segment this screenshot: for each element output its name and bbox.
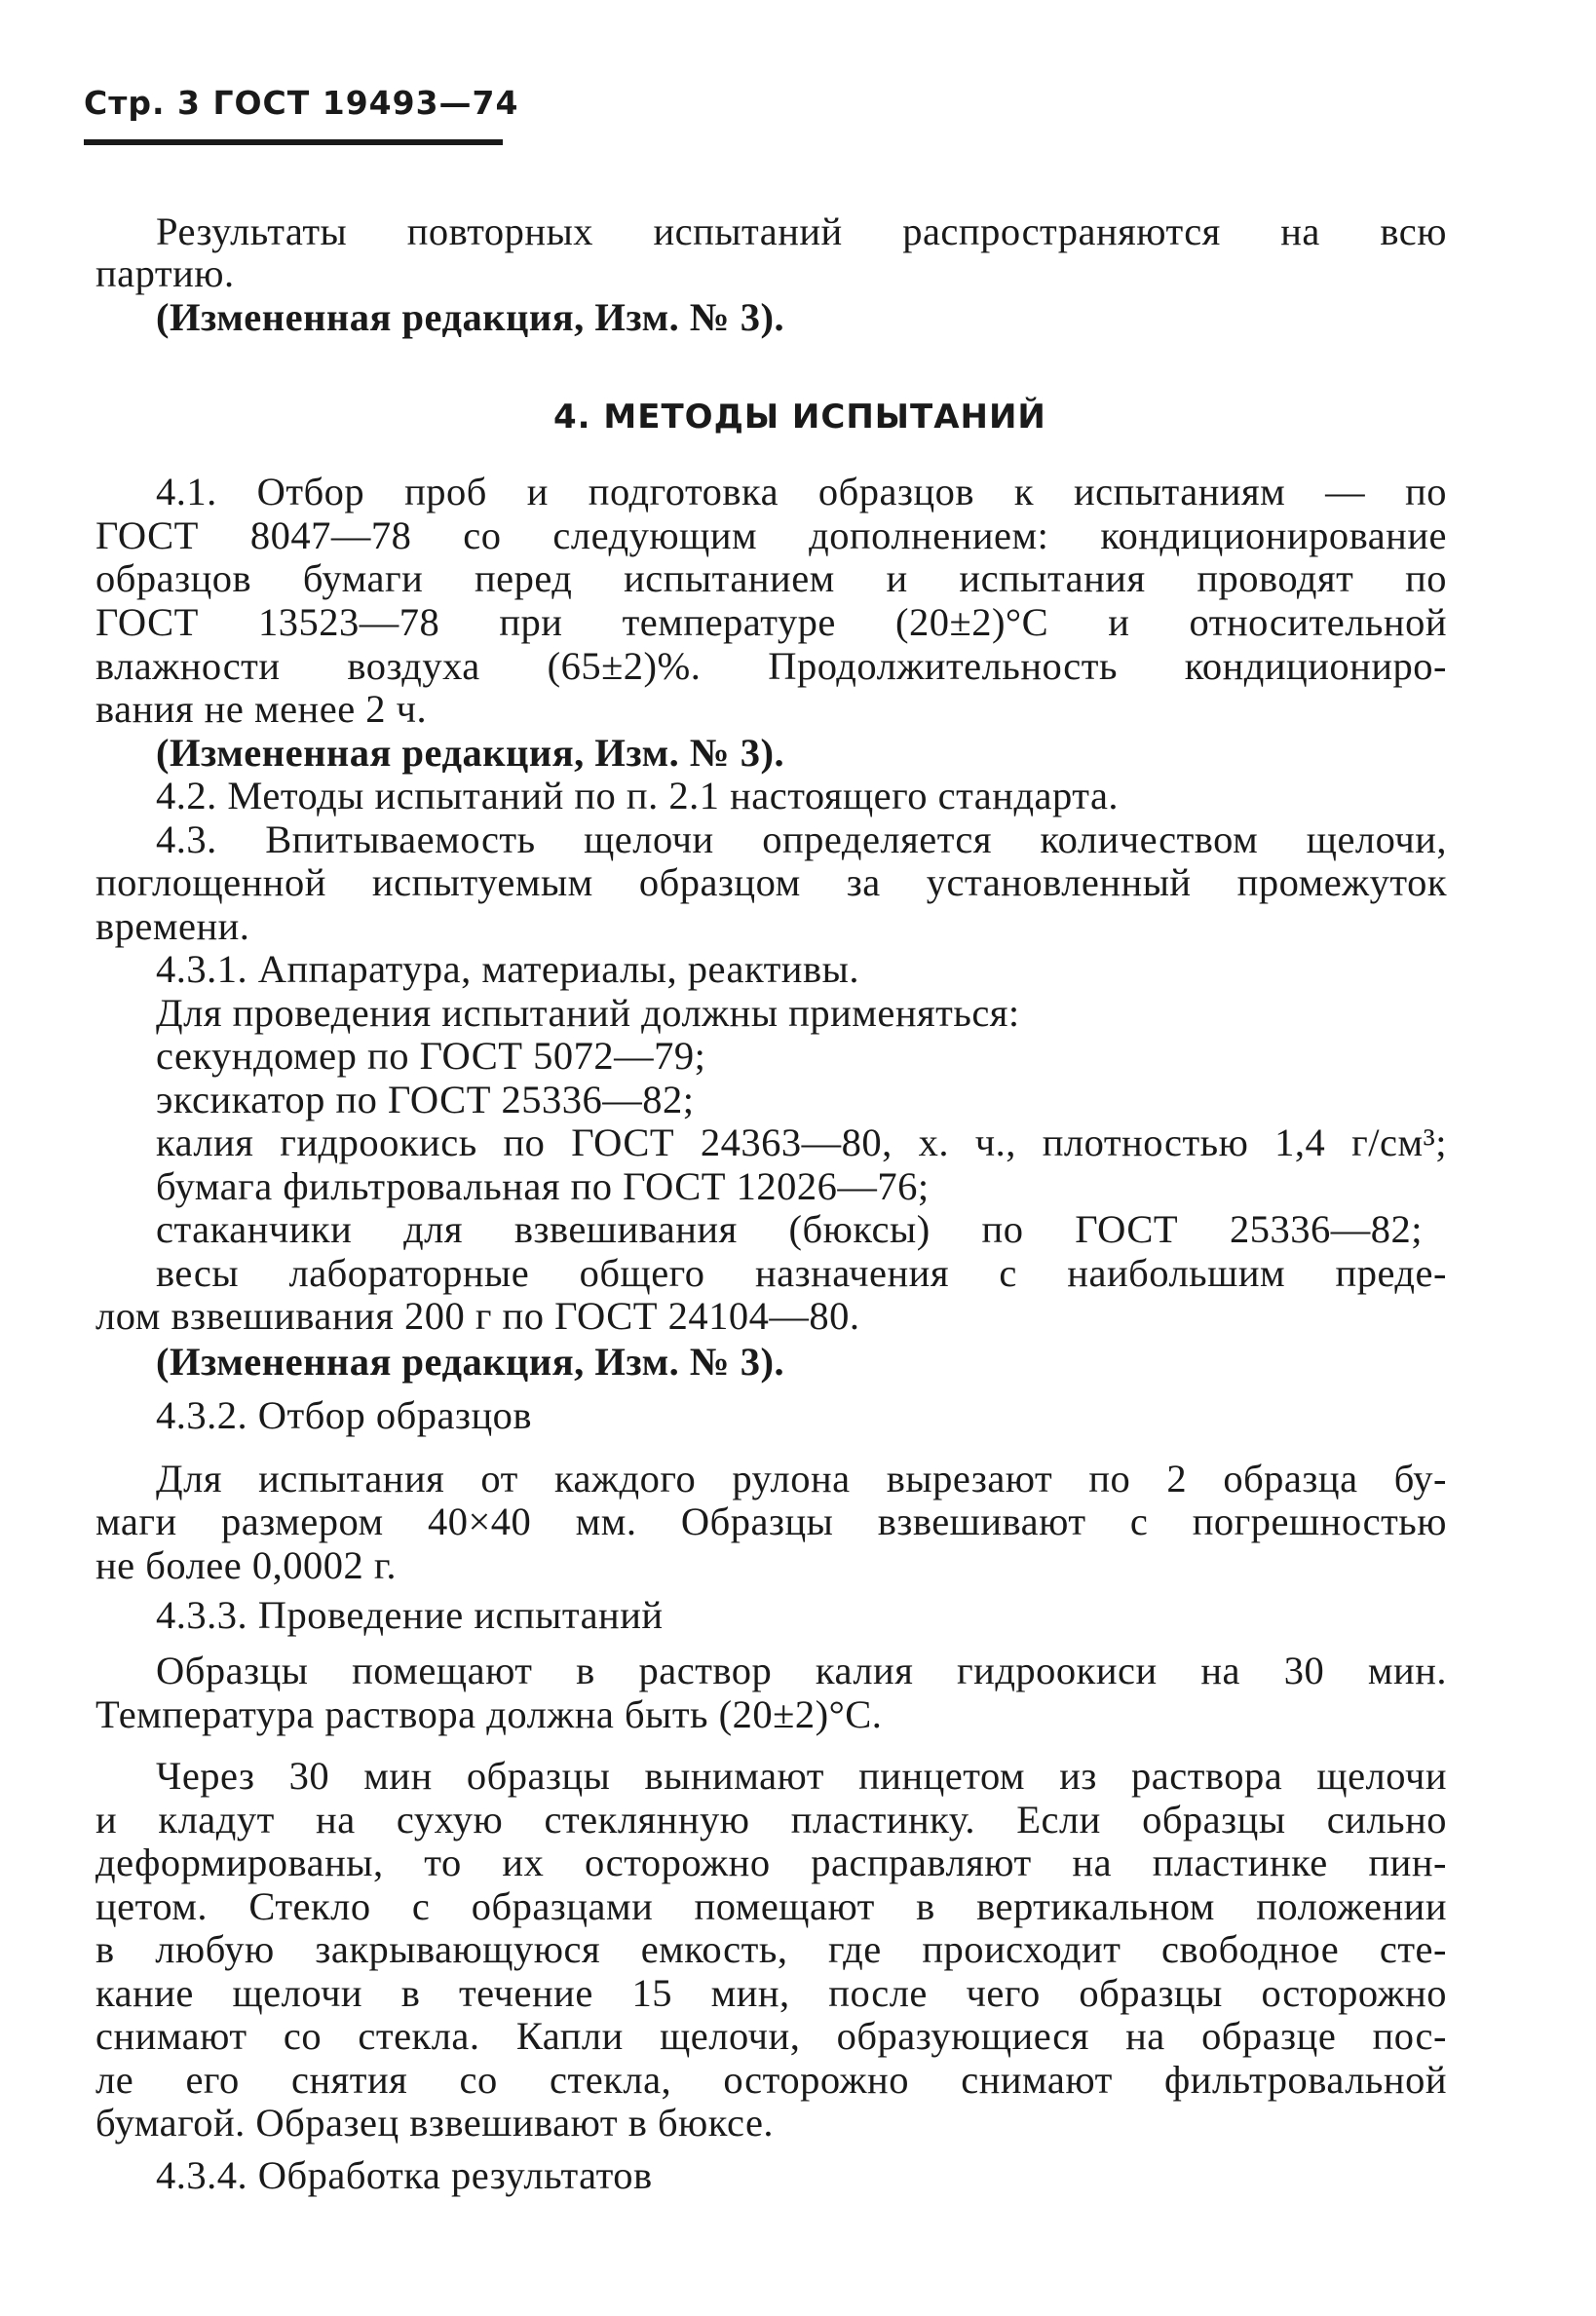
text-line: Через 30 мин образцы вынимают пинцетом из раствора щелочи xyxy=(156,1754,1447,1798)
text-line: 4.2. Методы испытаний по п. 2.1 настоящего стандарта. xyxy=(156,774,1120,817)
amendment-note: (Измененная редакция, Изм. № 3). xyxy=(156,731,785,775)
subsection-title: 4.3.3. Проведение испытаний xyxy=(156,1593,664,1637)
text-line: ГОСТ 13523—78 при температуре (20±2)°C и относительной xyxy=(95,600,1447,644)
text-line: влажности воздуха (65±2)%. Продолжительность кондициониро- xyxy=(95,644,1447,688)
text-line: 4.3. Впитываемость щелочи определяется количеством щелочи, xyxy=(156,817,1447,861)
list-item: калия гидроокись по ГОСТ 24363—80, х. ч., плотностью 1,4 г/см³; xyxy=(156,1120,1447,1164)
list-item: стаканчики для взвешивания (бюксы) по ГОСТ 25336—82; xyxy=(156,1207,1423,1251)
text-line: ле его снятия со стекла, осторожно снимают фильтровальной xyxy=(95,2058,1447,2102)
text-line: партию. xyxy=(95,251,235,295)
text-line: в любую закрывающуюся емкость, где происходит свободное сте- xyxy=(95,1927,1447,1971)
header-rule xyxy=(84,139,503,145)
subsection-title: 4.3.2. Отбор образцов xyxy=(156,1393,533,1437)
list-item: весы лабораторные общего назначения с наибольшим преде- xyxy=(156,1251,1447,1295)
text-line: 4.1. Отбор проб и подготовка образцов к испытаниям — по xyxy=(156,470,1447,513)
section-heading: 4. МЕТОДЫ ИСПЫТАНИЙ xyxy=(553,398,1046,437)
text-line: бумагой. Образец взвешивают в бюксе. xyxy=(95,2101,775,2145)
page-header: Стр. 3 ГОСТ 19493—74 xyxy=(84,84,519,122)
amendment-note: (Измененная редакция, Изм. № 3). xyxy=(156,295,785,339)
list-item: бумага фильтровальная по ГОСТ 12026—76; xyxy=(156,1164,930,1208)
text-line: кание щелочи в течение 15 мин, после чего образцы осторожно xyxy=(95,1971,1447,2015)
text-line: Для испытания от каждого рулона вырезают по 2 образца бу- xyxy=(156,1457,1447,1500)
subsection-title: 4.3.4. Обработка результатов xyxy=(156,2153,653,2197)
text-line: цетом. Стекло с образцами помещают в вертикальном положении xyxy=(95,1884,1447,1928)
text-line: Образцы помещают в раствор калия гидроокиси на 30 мин. xyxy=(156,1649,1447,1692)
text-line: снимают со стекла. Капли щелочи, образующиеся на образце пос- xyxy=(95,2014,1447,2058)
text-line: маги размером 40×40 мм. Образцы взвешивают с погрешностью xyxy=(95,1500,1447,1543)
text-line: поглощенной испытуемым образцом за установленный промежуток xyxy=(95,860,1447,904)
text-line: и кладут на сухую стеклянную пластинку. Если образцы сильно xyxy=(95,1798,1447,1841)
text-line: Температура раствора должна быть (20±2)°C. xyxy=(95,1692,883,1736)
text-line: деформированы, то их осторожно расправляют на пластинке пин- xyxy=(95,1841,1447,1884)
text-line: Для проведения испытаний должны применяться: xyxy=(156,991,1020,1035)
text-line: не более 0,0002 г. xyxy=(95,1543,398,1587)
text-line: лом взвешивания 200 г по ГОСТ 24104—80. xyxy=(95,1294,860,1338)
text-line: вания не менее 2 ч. xyxy=(95,687,428,731)
list-item: секундомер по ГОСТ 5072—79; xyxy=(156,1034,706,1078)
list-item: эксикатор по ГОСТ 25336—82; xyxy=(156,1078,695,1121)
text-line: времени. xyxy=(95,904,250,948)
text-line: ГОСТ 8047—78 со следующим дополнением: кондиционирование xyxy=(95,513,1447,557)
amendment-note: (Измененная редакция, Изм. № 3). xyxy=(156,1340,785,1384)
text-line: Результаты повторных испытаний распространяются на всю xyxy=(156,209,1447,253)
text-line: 4.3.1. Аппаратура, материалы, реактивы. xyxy=(156,947,859,991)
text-line: образцов бумаги перед испытанием и испытания проводят по xyxy=(95,556,1447,600)
